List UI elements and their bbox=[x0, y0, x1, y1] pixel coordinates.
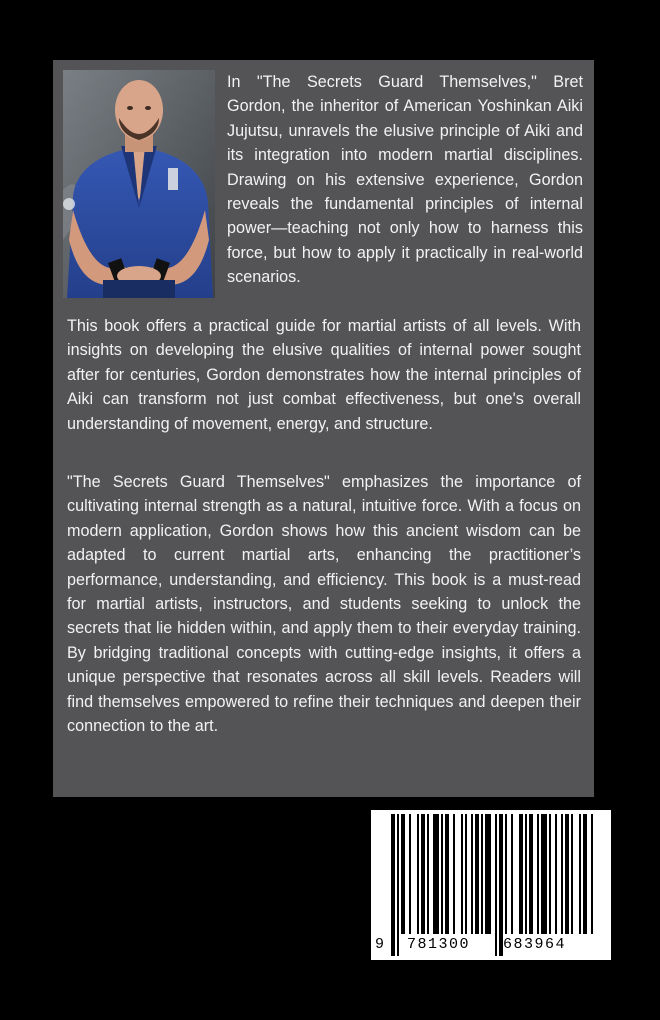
barcode-bar bbox=[397, 814, 399, 956]
barcode-bar bbox=[499, 814, 503, 956]
barcode-bar bbox=[427, 814, 429, 934]
barcode-bar bbox=[591, 814, 593, 934]
barcode-bar bbox=[495, 814, 497, 956]
barcode-bar bbox=[475, 814, 479, 934]
barcode-bar bbox=[391, 814, 395, 956]
barcode-bar bbox=[555, 814, 557, 934]
barcode-bar bbox=[481, 814, 483, 934]
barcode-bar bbox=[549, 814, 551, 934]
barcode-bar bbox=[519, 814, 523, 934]
barcode-bar bbox=[421, 814, 425, 934]
author-portrait-icon bbox=[63, 70, 215, 298]
barcode-bar bbox=[583, 814, 587, 934]
barcode-bar bbox=[511, 814, 513, 934]
barcode-bar bbox=[453, 814, 455, 934]
barcode-bar bbox=[537, 814, 539, 934]
isbn-barcode bbox=[371, 810, 611, 960]
barcode-bar bbox=[541, 814, 547, 934]
barcode-right-digits: 683964 bbox=[503, 936, 567, 953]
barcode-bar bbox=[579, 814, 581, 934]
barcode-bar bbox=[401, 814, 405, 934]
barcode-bar bbox=[485, 814, 491, 934]
barcode-bar bbox=[525, 814, 527, 934]
barcode-bar bbox=[561, 814, 563, 934]
barcode-bar bbox=[433, 814, 439, 934]
barcode-bar bbox=[465, 814, 467, 934]
description-paragraph-2: This book offers a practical guide for martial artists of all levels. With insights on developing the elusive qualities of internal power sought after for centuries, Gordon demonstrates how the internal principles of Aiki can transform not just combat effectiveness, but one's overall understanding of movement, energy, and structure. bbox=[67, 317, 581, 433]
barcode-bar bbox=[445, 814, 449, 934]
barcode-bar bbox=[571, 814, 573, 934]
barcode-left-digits: 781300 bbox=[407, 936, 471, 953]
barcode-bar bbox=[409, 814, 411, 934]
intro-paragraph: In "The Secrets Guard Themselves," Bret Gordon, the inheritor of American Yoshinkan Aiki Jujutsu, unravels the elusive principle of Aiki and its integration into modern martial disciplines. Drawing on his extensive experience, Gordon reveals the fundamental principles of internal power—teaching not only how to harness this force, but how to apply it practically in real-world scenarios. bbox=[227, 73, 583, 287]
description-paragraph-3: "The Secrets Guard Themselves" emphasizes the importance of cultivating internal strength as a natural, intuitive force. With a focus on modern application, Gordon shows how this ancient wisdom can be adapted to current martial arts, enhancing the practitioner’s performance, understanding, and efficiency. This book is a must-read for martial artists, instructors, and students seeking to unlock the secrets that lie hidden within, and apply them to their everyday training. By bridging traditional concepts with cutting-edge insights, it offers a unique perspective that resonates across all skill levels. Readers will find themselves empowered to refine their techniques and deepen their connection to the art. bbox=[67, 473, 581, 736]
barcode-bar bbox=[529, 814, 533, 934]
barcode-bar bbox=[461, 814, 463, 934]
barcode-bar bbox=[471, 814, 473, 934]
description-panel bbox=[53, 60, 594, 797]
barcode-bar bbox=[505, 814, 507, 934]
author-photo bbox=[63, 70, 215, 298]
barcode-bar bbox=[417, 814, 419, 934]
barcode-bar bbox=[565, 814, 569, 934]
barcode-bar bbox=[441, 814, 443, 934]
barcode-lead-digit: 9 bbox=[375, 936, 386, 953]
